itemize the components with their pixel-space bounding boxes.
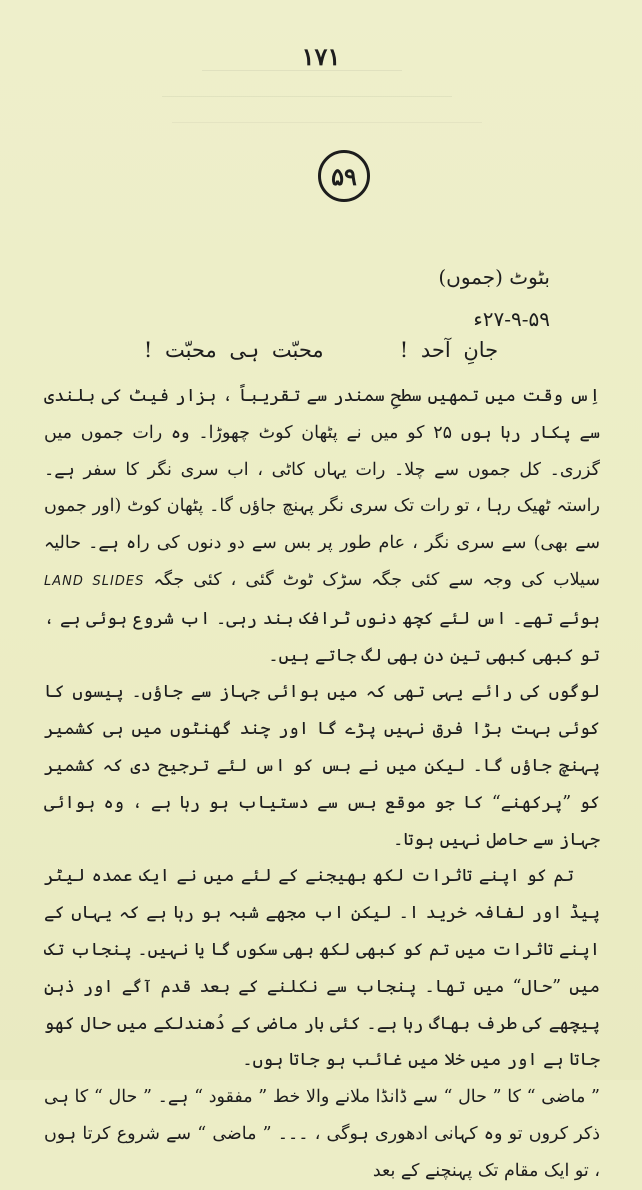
chapter-number: ۵۹ — [331, 161, 357, 191]
chapter-number-badge — [318, 150, 370, 202]
letter-header — [438, 256, 550, 340]
paragraph-1-text: اِس وقت میں تمھیں سطحِ سمندر سے تقریباً ، ہزار فیٹ کی بلندی سے پکار رہا ہوں ۲۵ کو میں نے پٹھان کوٹ چھوڑا۔ وہ رات جموں میں گزری۔ کل جموں سے چلا۔ رات یہاں کاٹی ، اب سری نگر کا سفر ہے۔ راستہ ٹھیک رہا ، تو رات تک سری نگر پہنچ جاؤں گا۔ پٹھان کوٹ (اور جموں سے بھی) سے سری نگر ، عام طور پر بس سے دو دنوں کی راہ ہے۔ حالیہ سیلاب کی وجہ سے کئی جگہ سڑک ٹوٹ گئی ، کئی جگہ — [44, 386, 600, 590]
page-number: ۱۷۱ — [301, 42, 341, 71]
show-through-texture — [172, 122, 482, 137]
paragraph-1 — [44, 378, 600, 674]
show-through-texture — [162, 96, 452, 111]
paragraph-1-latin: LAND SLIDES — [44, 573, 145, 589]
salutation-right: محبّت ہی محبّت ! — [143, 338, 324, 362]
letter-date: ۲۷-۹-۵۹ء — [473, 307, 550, 331]
salutation — [0, 338, 642, 362]
paragraph-4: ” ماضی “ کا ” حال “ سے ڈانڈا ملانے والا خط ” مفقود “ ہے۔ ” حال “ کا ہی ذکر کروں تو وہ کہانی ادھوری ہوگی ، ۔۔۔ ” ماضی “ سے شروع کرتا ہوں ، تو ایک مقام تک پہنچنے کے بعد — [44, 1087, 600, 1181]
salutation-left: جانِ آحد ! — [399, 338, 499, 362]
paragraph-2: لوگوں کی رائے یہی تھی کہ میں ہوائی جہاز سے جاؤں۔ پیسوں کا کوئی بہت بڑا فرق نہیں پڑے گا اور چند گھنٹوں میں ہی کشمیر پہنچ جاؤں گا۔ لیکن میں نے بس کو اس لئے ترجیح دی کہ کشمیر کو ”پرکھنے“ کا جو موقع بس سے دستیاب ہو رہا ہے ، وہ ہوائی جہاز سے حاصل نہیں ہوتا۔ — [44, 682, 600, 850]
letter-body — [44, 378, 600, 1190]
paragraph-1-tail: ہوئے تھے۔ اس لئے کچھ دنوں ٹرافک بند رہی۔ اب شروع ہوئی ہے ، تو کبھی کبھی تین دن بھی لگ جاتے ہیں۔ — [44, 608, 600, 666]
show-through-texture — [202, 70, 402, 85]
letter-place: بٹوٹ (جموں) — [438, 265, 550, 289]
paragraph-3: تم کو اپنے تاثرات لکھ بھیجنے کے لئے میں نے ایک عمدہ لیٹر پیڈ اور لفافہ خرید ا۔ لیکن اب مجھے شبہ ہو رہا ہے کہ یہاں کے اپنے تاثرات میں تم کو کبھی لکھ بھی سکوں گا یا نہیں۔ پنجاب تک میں ”حال“ میں تھا۔ پنجاب سے نکلنے کے بعد قدم آگے اور ذہن پیچھے کی طرف بھاگ رہا ہے۔ کئی بار ماضی کے دُھندلکے میں حال کھو جاتا ہے اور میں خلا میں غائب ہو جاتا ہوں۔ — [44, 866, 600, 1071]
